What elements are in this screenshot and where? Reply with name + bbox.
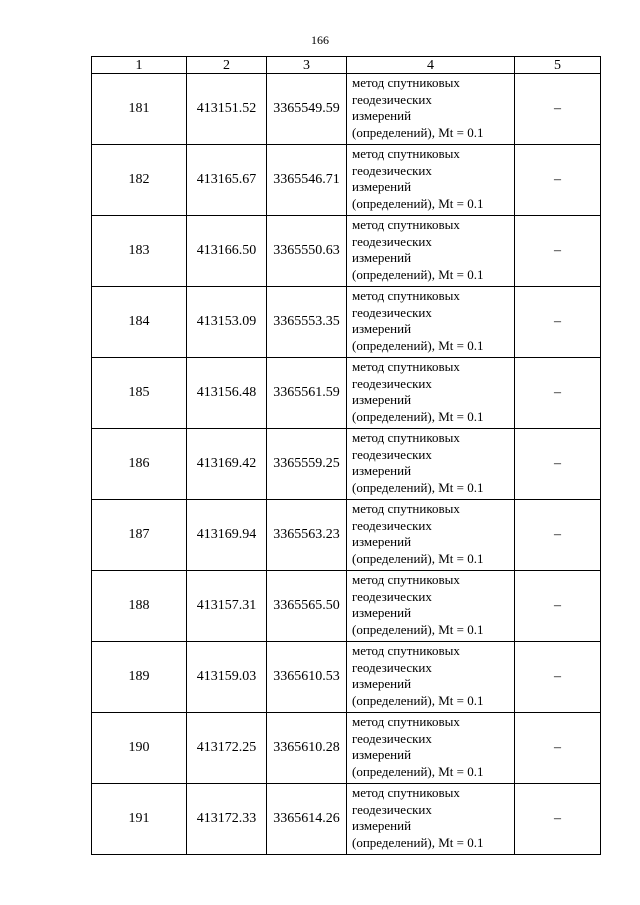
point-number-cell: 191 <box>92 784 187 855</box>
note-cell: – <box>515 145 601 216</box>
note-cell: – <box>515 358 601 429</box>
table-row <box>92 500 601 571</box>
method-line: геодезических <box>352 517 432 533</box>
method-line: измерений <box>352 818 412 833</box>
method-cell <box>347 642 515 713</box>
point-number-cell: 184 <box>92 287 187 358</box>
method-cell <box>347 74 515 145</box>
method-line: измерений <box>352 534 412 549</box>
table-row <box>92 429 601 500</box>
method-line: геодезических <box>352 233 432 249</box>
y-coordinate-cell: 3365550.63 <box>267 216 347 287</box>
note-cell: – <box>515 429 601 500</box>
method-line: геодезических <box>352 162 432 178</box>
method-line: (определений), Mt = 0.1 <box>352 124 484 140</box>
x-coordinate-cell: 413153.09 <box>187 287 267 358</box>
method-line: метод спутниковых <box>352 359 460 374</box>
y-coordinate-cell: 3365549.59 <box>267 74 347 145</box>
header-col-3: 3 <box>267 57 347 74</box>
x-coordinate-cell: 413159.03 <box>187 642 267 713</box>
x-coordinate-cell: 413165.67 <box>187 145 267 216</box>
method-cell <box>347 358 515 429</box>
table-row <box>92 713 601 784</box>
y-coordinate-cell: 3365614.26 <box>267 784 347 855</box>
method-line: метод спутниковых <box>352 146 460 161</box>
x-coordinate-cell: 413169.94 <box>187 500 267 571</box>
note-cell: – <box>515 500 601 571</box>
method-line: геодезических <box>352 659 432 675</box>
method-cell <box>347 571 515 642</box>
method-line: (определений), Mt = 0.1 <box>352 408 484 424</box>
y-coordinate-cell: 3365610.53 <box>267 642 347 713</box>
method-line: (определений), Mt = 0.1 <box>352 479 484 495</box>
method-line: метод спутниковых <box>352 288 460 303</box>
table-row <box>92 145 601 216</box>
table-body <box>92 74 601 855</box>
method-line: метод спутниковых <box>352 217 460 232</box>
note-cell: – <box>515 784 601 855</box>
method-cell <box>347 429 515 500</box>
method-line: (определений), Mt = 0.1 <box>352 337 484 353</box>
table-row <box>92 74 601 145</box>
table-row <box>92 571 601 642</box>
note-cell: – <box>515 287 601 358</box>
method-line: измерений <box>352 108 412 123</box>
table-header-row <box>92 57 601 74</box>
header-col-4: 4 <box>347 57 515 74</box>
x-coordinate-cell: 413172.33 <box>187 784 267 855</box>
method-line: геодезических <box>352 304 432 320</box>
method-line: геодезических <box>352 588 432 604</box>
header-col-1: 1 <box>92 57 187 74</box>
header-col-2: 2 <box>187 57 267 74</box>
method-cell <box>347 216 515 287</box>
coordinates-table <box>91 56 601 855</box>
x-coordinate-cell: 413157.31 <box>187 571 267 642</box>
method-line: метод спутниковых <box>352 572 460 587</box>
y-coordinate-cell: 3365563.23 <box>267 500 347 571</box>
note-cell: – <box>515 642 601 713</box>
method-line: геодезических <box>352 446 432 462</box>
point-number-cell: 183 <box>92 216 187 287</box>
method-line: измерений <box>352 463 412 478</box>
point-number-cell: 182 <box>92 145 187 216</box>
y-coordinate-cell: 3365546.71 <box>267 145 347 216</box>
table-row <box>92 642 601 713</box>
note-cell: – <box>515 216 601 287</box>
point-number-cell: 187 <box>92 500 187 571</box>
method-cell <box>347 287 515 358</box>
x-coordinate-cell: 413156.48 <box>187 358 267 429</box>
method-line: (определений), Mt = 0.1 <box>352 621 484 637</box>
method-line: измерений <box>352 250 412 265</box>
method-line: (определений), Mt = 0.1 <box>352 550 484 566</box>
method-line: измерений <box>352 747 412 762</box>
point-number-cell: 186 <box>92 429 187 500</box>
method-cell <box>347 145 515 216</box>
note-cell: – <box>515 74 601 145</box>
table-row <box>92 784 601 855</box>
x-coordinate-cell: 413172.25 <box>187 713 267 784</box>
table-row <box>92 287 601 358</box>
page-number: 166 <box>311 33 329 47</box>
method-line: метод спутниковых <box>352 75 460 90</box>
method-cell <box>347 500 515 571</box>
point-number-cell: 188 <box>92 571 187 642</box>
method-line: метод спутниковых <box>352 785 460 800</box>
method-line: геодезических <box>352 801 432 817</box>
method-line: измерений <box>352 605 412 620</box>
method-line: (определений), Mt = 0.1 <box>352 266 484 282</box>
table-row <box>92 358 601 429</box>
y-coordinate-cell: 3365559.25 <box>267 429 347 500</box>
x-coordinate-cell: 413169.42 <box>187 429 267 500</box>
point-number-cell: 190 <box>92 713 187 784</box>
y-coordinate-cell: 3365565.50 <box>267 571 347 642</box>
method-line: геодезических <box>352 730 432 746</box>
method-line: измерений <box>352 392 412 407</box>
point-number-cell: 189 <box>92 642 187 713</box>
point-number-cell: 181 <box>92 74 187 145</box>
method-line: метод спутниковых <box>352 430 460 445</box>
method-line: метод спутниковых <box>352 643 460 658</box>
method-line: измерений <box>352 321 412 336</box>
x-coordinate-cell: 413151.52 <box>187 74 267 145</box>
method-line: (определений), Mt = 0.1 <box>352 195 484 211</box>
method-line: метод спутниковых <box>352 501 460 516</box>
point-number-cell: 185 <box>92 358 187 429</box>
method-cell <box>347 784 515 855</box>
method-line: (определений), Mt = 0.1 <box>352 834 484 850</box>
method-line: геодезических <box>352 91 432 107</box>
note-cell: – <box>515 713 601 784</box>
y-coordinate-cell: 3365561.59 <box>267 358 347 429</box>
method-cell <box>347 713 515 784</box>
header-col-5: 5 <box>515 57 601 74</box>
y-coordinate-cell: 3365553.35 <box>267 287 347 358</box>
method-line: измерений <box>352 179 412 194</box>
method-line: метод спутниковых <box>352 714 460 729</box>
y-coordinate-cell: 3365610.28 <box>267 713 347 784</box>
method-line: геодезических <box>352 375 432 391</box>
method-line: (определений), Mt = 0.1 <box>352 692 484 708</box>
note-cell: – <box>515 571 601 642</box>
table-row <box>92 216 601 287</box>
x-coordinate-cell: 413166.50 <box>187 216 267 287</box>
method-line: измерений <box>352 676 412 691</box>
method-line: (определений), Mt = 0.1 <box>352 763 484 779</box>
